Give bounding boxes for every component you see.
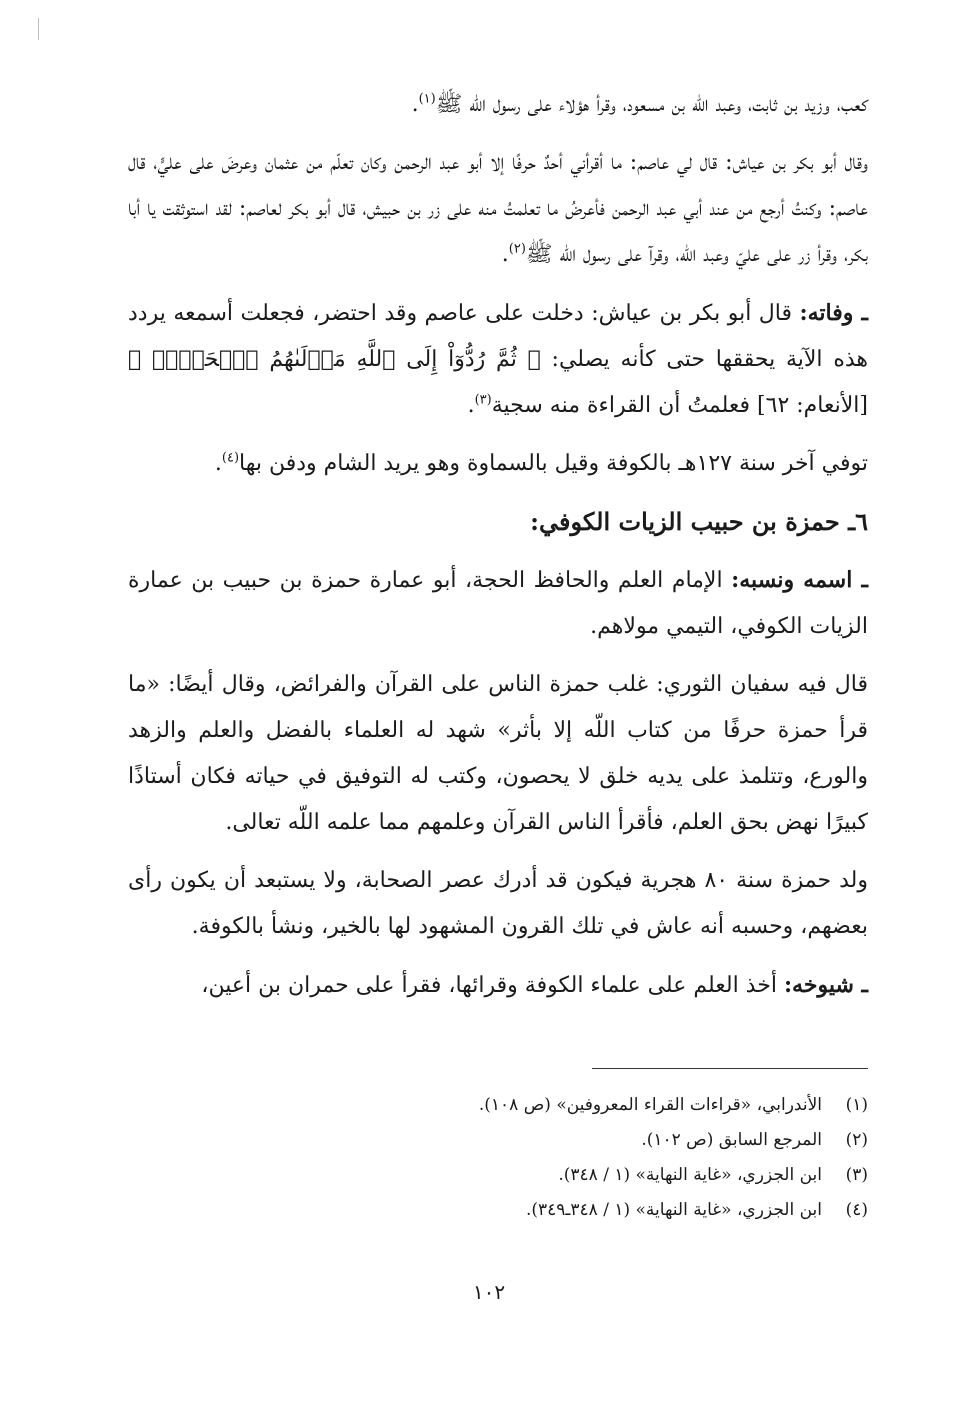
footnote [300,1088,868,1123]
footnote-text: الأندرابي، «قراءات القراء المعروفين» (ص ١٠٨). [478,1095,822,1115]
paragraph-4 [128,441,868,487]
footnote [300,1158,868,1193]
paragraph-text: وقال أبو بكر بن عياش: قال لي عاصم: ما أقرأني أحدٌ حرفًا إلا أبو عبد الرحمن وكان تعلّم من عثمان وعرضَ على عليٍّ، قال عاصم: وكنتُ أرجع من عند أبي عبد الرحمن فأعرضُ ما تعلمتُ منه على زر بن حبيش، قال أبو بكر لعاصم: لقد استوثقت يا أبا بكر، وقرأ زر على عليّ وعبد اللّه، وقرآ على رسول اللّه ﷺ [128,150,868,267]
paragraph-death [128,290,868,429]
footnote-number: (٤) [845,1200,868,1220]
paragraph-1 [128,82,868,128]
margin-mark [38,18,39,40]
paragraph-text: قال أبو بكر بن عياش: دخلت على عاصم وقد احتضر، فجعلت أسمعه يردد هذه الآية يحققها حتى كأنه يصلي: ﴿ ثُمَّ رُدُّوٓاْ إِلَى ٱللَّهِ مَوۡلَىٰهُمُ ٱلۡحَقِّۚ ﴾ [الأنعام: ٦٢] فعلمتُ أن القراءة منه سجية [128,301,868,418]
footnote-ref-4: (٤) [221,450,240,466]
paragraph-text: ولد حمزة سنة ٨٠ هجرية فيكون قد أدرك عصر الصحابة، ولا يستبعد أن يكون رأى بعضهم، وحسبه أنه عاش في تلك القرون المشهود لها بالخير، ونشأ بالكوفة. [128,868,868,939]
section-label-name: ـ اسمه ونسبه: [731,567,868,593]
paragraph-end: . [411,92,419,117]
page-number: ١٠٢ [472,1280,506,1304]
paragraph-end: . [214,451,222,476]
paragraph-end: . [467,393,475,418]
paragraph-7 [128,858,868,950]
footnote-ref-3: (٣) [474,392,492,408]
paragraph-text: قال فيه سفيان الثوري: غلب حمزة الناس على القرآن والفرائض، وقال أيضًا: «ما قرأ حمزة حرفًا من كتاب اللّه إلا بأثر» شهد له العلماء بالفضل والعلم والزهد والورع، وتتلمذ على يديه خلق لا يحصون، وكتب له التوفيق في حياته فكان أستاذًا كبيرًا نهض بحق العلم، فأقرأ الناس القرآن وعلمهم مما علمه اللّه تعالى. [128,672,868,835]
footnote-ref-1: (١) [418,91,436,107]
main-text [128,82,868,1021]
section-heading: ٦ـ حمزة بن حبيب الزيات الكوفي: [530,507,868,536]
paragraph-2 [128,140,868,278]
footnote [300,1193,868,1228]
footnote-text: المرجع السابق (ص ١٠٢). [641,1130,822,1150]
paragraph-6 [128,662,868,846]
section-label-death: ـ وفاته: [799,300,868,326]
section-label-teachers: ـ شيوخه: [783,972,868,998]
footnote-number: (٣) [845,1165,868,1185]
footnote-text: ابن الجزري، «غاية النهاية» (١ / ٣٤٨ـ٣٤٩). [525,1200,822,1220]
paragraph-text: توفي آخر سنة ١٢٧هـ بالكوفة وقيل بالسماوة وهو يريد الشام ودفن بها [239,451,868,476]
footnotes [300,1088,868,1228]
paragraph-teachers [128,962,868,1009]
paragraph-text: الإمام العلم والحافظ الحجة، أبو عمارة حمزة بن حبيب بن عمارة الزيات الكوفي، التيمي مولاهم. [128,568,868,639]
footnote-number: (٢) [845,1130,868,1150]
footnote-text: ابن الجزري، «غاية النهاية» (١ / ٣٤٨). [558,1165,822,1185]
paragraph-text: أخذ العلم على علماء الكوفة وقرائها، فقرأ على حمران بن أعين، [201,973,784,998]
paragraph-end: . [501,242,509,267]
footnote [300,1123,868,1158]
footnote-ref-2: (٢) [508,241,526,257]
paragraph-name-lineage [128,557,868,650]
paragraph-text: كعب، وزيد بن ثابت، وعبد اللّه بن مسعود، وقرأ هؤلاء على رسول اللّه ﷺ [435,92,868,117]
footnote-divider [592,1068,868,1069]
footnote-number: (١) [845,1095,868,1115]
